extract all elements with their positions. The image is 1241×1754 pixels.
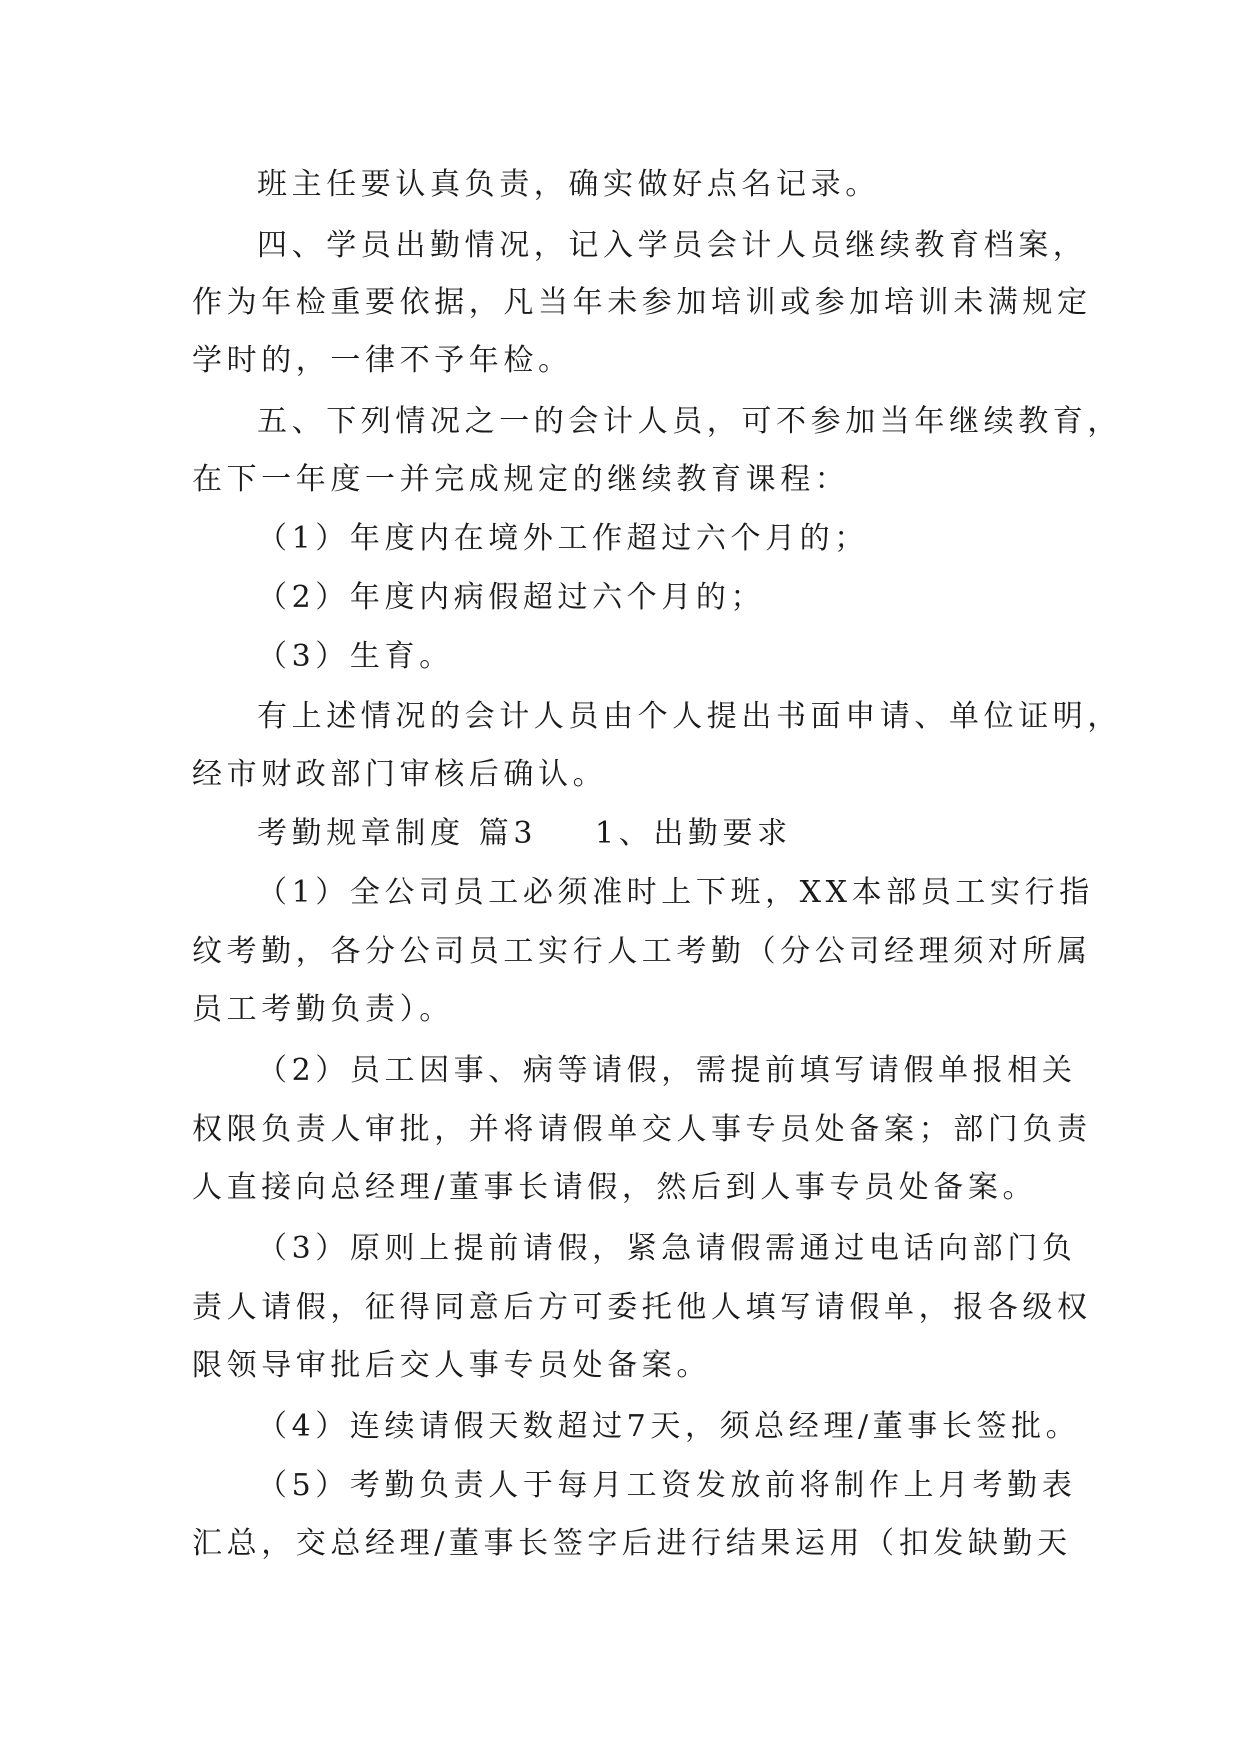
paragraph-line: 权限负责人审批，并将请假单交人事专员处备案；部门负责 — [192, 1112, 1092, 1147]
paragraph-line: 经市财政部门审核后确认。 — [192, 757, 608, 792]
paragraph-line: 作为年检重要依据，凡当年未参加培训或参加培训未满规定 — [192, 285, 1092, 320]
paragraph-line: 限领导审批后交人事专员处备案。 — [192, 1348, 711, 1383]
list-item: （2）年度内病假超过六个月的； — [257, 580, 766, 615]
list-item: （1）年度内在境外工作超过六个月的； — [257, 521, 869, 556]
paragraph-line: （2）员工因事、病等请假，需提前填写请假单报相关 — [257, 1053, 1077, 1088]
paragraph-line: 在下一年度一并完成规定的继续教育课程： — [192, 462, 850, 497]
section-subtitle: 1、出勤要求 — [595, 816, 792, 851]
paragraph-line: （1）全公司员工必须准时上下班，XX本部员工实行指 — [257, 875, 1094, 910]
paragraph-line: （3）原则上提前请假，紧急请假需通过电话向部门负 — [257, 1231, 1077, 1266]
paragraph-line: 五、下列情况之一的会计人员，可不参加当年继续教育， — [257, 404, 1122, 439]
paragraph-line: （5）考勤负责人于每月工资发放前将制作上月考勤表 — [257, 1468, 1077, 1503]
paragraph-line: 班主任要认真负责，确实做好点名记录。 — [257, 167, 880, 202]
paragraph-line: 四、学员出勤情况，记入学员会计人员继续教育档案， — [257, 228, 1088, 263]
section-title: 考勤规章制度 篇3 — [257, 816, 538, 851]
paragraph-line: 有上述情况的会计人员由个人提出书面申请、单位证明， — [257, 699, 1122, 734]
paragraph-line: 学时的，一律不予年检。 — [192, 343, 573, 378]
paragraph-line: 汇总，交总经理/董事长签字后进行结果运用（扣发缺勤天 — [192, 1526, 1072, 1561]
paragraph-line: 责人请假，征得同意后方可委托他人填写请假单，报各级权 — [192, 1290, 1092, 1325]
paragraph-line: 人直接向总经理/董事长请假，然后到人事专员处备案。 — [192, 1170, 1038, 1205]
paragraph-line: 员工考勤负责）。 — [192, 992, 454, 1027]
section-heading — [257, 814, 792, 854]
list-item: （3）生育。 — [257, 639, 454, 674]
paragraph-line: 纹考勤，各分公司员工实行人工考勤（分公司经理须对所属 — [192, 934, 1092, 969]
paragraph-line: （4）连续请假天数超过7天，须总经理/董事长签批。 — [257, 1409, 1081, 1444]
